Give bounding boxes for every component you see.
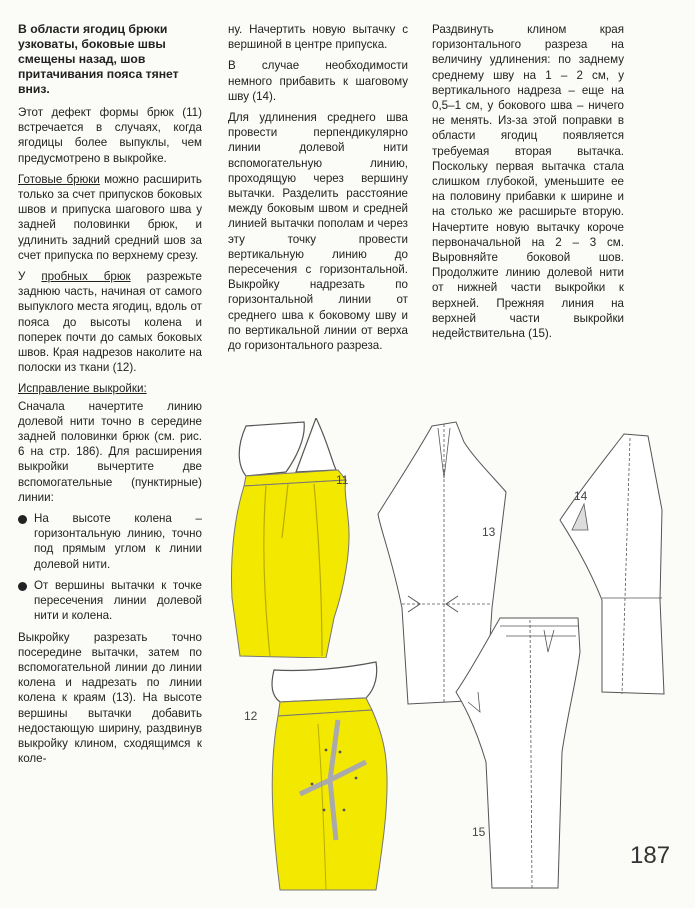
paragraph-text: можно расширить только за счет припусков боковых швов и припуска шагового шва у задней половинки брюк, и удлинить задний средний шов за счет припуска по верхнему срезу.	[18, 172, 202, 262]
paragraph	[18, 172, 202, 263]
page-number: 187	[630, 842, 671, 869]
text-column-2	[228, 22, 408, 359]
text-column-3	[432, 22, 624, 347]
bullet-text: На высоте колена – горизонтальную линию, точно под прямым углом к линии долевой нити.	[34, 512, 202, 571]
underlined-term: Исправление выкройки:	[18, 382, 147, 396]
paragraph: В случае необходимости немного прибавить к шаговому шву (14).	[228, 59, 408, 103]
paragraph: Этот дефект формы брюк (11) встречается в случаях, когда ягодицы более выпуклы, чем предусмотрено в выкройке.	[18, 106, 202, 165]
bullet-item	[18, 511, 202, 572]
figure-label: 13	[482, 525, 496, 539]
paragraph: Раздвинуть клином края горизонтального разреза на величину удлинения: по заднему среднему шву на 1 – 2 см, у вертикального надреза – еще на 0,5–1 см, у бокового шва – ничего не менять. Из-за этой поправки в области ягодиц появляется требуемая вторая вытачка. Поскольку первая вытачка стала слишком глубокой, уменьшите ее на половину прибавки к ширине и на столько же расширьте вторую. Начертите новую вытачку короче первоначальной на 2 – 3 см. Выровняйте боковой шов. Продолжите линию долевой нити от нижней части выкройки к верхней. Прежняя линия на верхней части выкройки недействительна (15).	[432, 23, 624, 341]
underlined-term: Готовые брюки	[18, 172, 100, 186]
text-column-1	[18, 22, 202, 772]
paragraph-text: У	[18, 270, 42, 284]
section-heading: В области ягодиц брюки узковаты, боковые швы смещены назад, шов притачивания пояса тянет вниз.	[18, 22, 179, 96]
paragraph: ну. Начертить новую вытачку с вершиной в центре припуска.	[228, 23, 408, 52]
subheading	[18, 381, 202, 396]
figure-15-pattern	[450, 612, 590, 894]
bullet-icon	[18, 582, 27, 591]
bullet-item	[18, 578, 202, 624]
figure-11-illustration	[226, 418, 386, 658]
paragraph: Выкройку разрезать точно посередине вытачки, затем по вспомогательной линии до линии колена и надрезать по линии колена к краям (13). На высоте вершины вытачки добавить недостающую ширину, раздвинув выкройку клином, сходящимся к коле-	[18, 630, 202, 766]
bullet-icon	[18, 515, 27, 524]
underlined-term: пробных брюк	[41, 270, 131, 284]
figure-label: 11	[336, 473, 349, 487]
figure-label: 14	[574, 489, 588, 503]
paragraph: Сначала начертите линию долевой нити точно в середине задней половинки брюк (см. рис. 6 на стр. 186). Для расширения выкройки вычертите две вспомогательные (пунктирные) линии:	[18, 399, 202, 504]
paragraph	[18, 269, 202, 375]
bullet-text: От вершины вытачки к точке пересечения линии долевой нити и колена.	[34, 578, 202, 623]
figure-label: 15	[472, 825, 486, 839]
paragraph-text: разрежьте заднюю часть, начиная от самого выпуклого места ягодиц, вдоль от пояса до высоты колена и поперек почти до самых боковых швов. Края надрезов наколите на полоски из ткани (12).	[18, 270, 202, 375]
paragraph: Для удлинения среднего шва провести перпендикулярно линии долевой нити вспомогательную линию, проходящую через вершину вытачки. Разделить расстояние между боковым швом и средней линией вытачки пополам и через эту точку провести вертикальную линию до пересечения с горизонтальной. Выкройку надрезать по горизонтальной линии от среднего шва к боковому шву и по вертикальной линии от верха до горизонтального разреза.	[228, 111, 408, 353]
figure-label: 12	[244, 709, 258, 723]
